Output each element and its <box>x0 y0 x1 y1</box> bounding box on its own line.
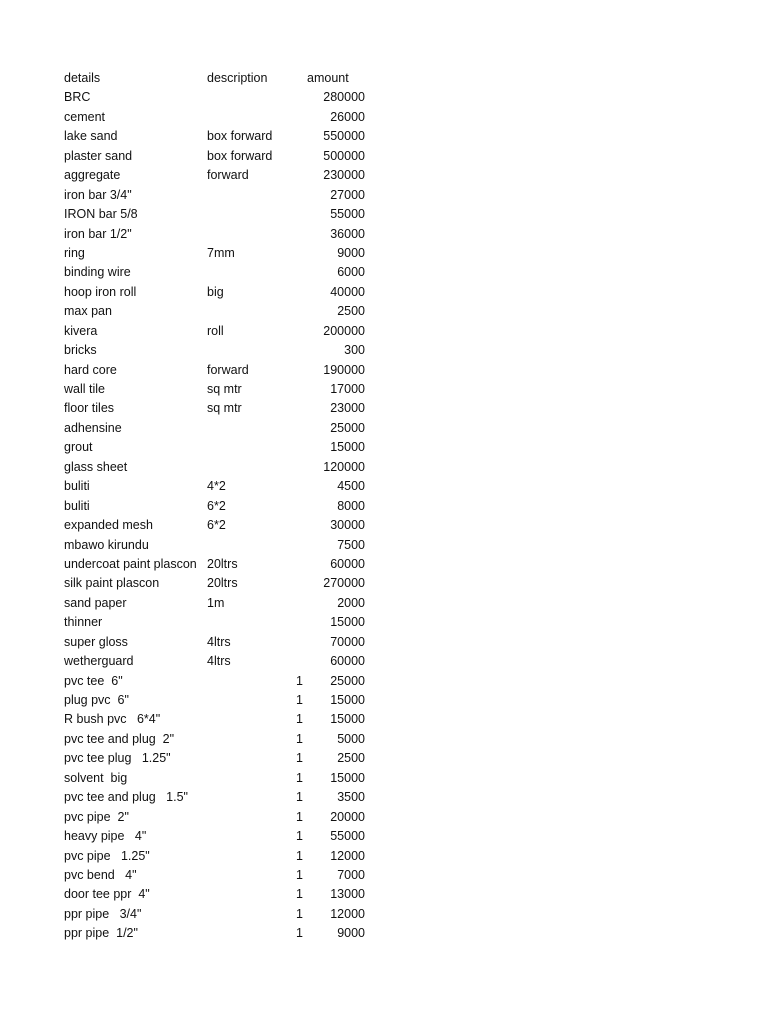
cell-amount: 12000 <box>330 906 365 921</box>
cell-quantity: 1 <box>296 926 303 941</box>
cell-amount: 4500 <box>337 479 365 494</box>
table-row <box>64 380 365 399</box>
cell-description: 6*2 <box>207 498 226 513</box>
cell-amount: 15000 <box>330 693 365 707</box>
cell-quantity: 1 <box>296 790 303 805</box>
table-row <box>64 730 365 749</box>
cell-details: cement <box>64 109 105 124</box>
table-row <box>64 885 365 904</box>
cell-details: pvc tee 6" <box>64 673 123 688</box>
cell-description: box forward <box>207 129 273 144</box>
cell-amount: 15000 <box>330 615 365 630</box>
cell-amount: 60000 <box>330 556 365 571</box>
table-row <box>64 419 365 438</box>
cell-amount: 270000 <box>323 576 365 591</box>
cell-amount: 230000 <box>323 168 365 183</box>
table-row <box>64 458 365 477</box>
cell-details: pvc bend 4" <box>64 867 137 882</box>
table-row <box>64 769 365 788</box>
cell-description: 6*2 <box>207 518 226 533</box>
cell-details: mbawo kirundu <box>64 537 149 552</box>
cell-description: 7mm <box>207 245 235 260</box>
cell-amount: 300 <box>344 343 365 358</box>
table-row <box>64 594 365 613</box>
table-row <box>64 166 365 185</box>
table-row <box>64 147 365 166</box>
cell-quantity: 1 <box>296 731 303 746</box>
cell-amount: 550000 <box>323 129 365 144</box>
header-description: description <box>207 71 268 85</box>
cell-amount: 26000 <box>330 109 365 124</box>
table-row <box>64 88 365 107</box>
table-row <box>64 691 365 710</box>
cell-description: 4ltrs <box>207 654 231 669</box>
table-row <box>64 497 365 516</box>
cell-details: adhensine <box>64 420 122 435</box>
cell-details: door tee ppr 4" <box>64 887 150 902</box>
cell-details: pvc pipe 2" <box>64 809 129 824</box>
cell-details: super gloss <box>64 634 128 649</box>
cell-quantity: 1 <box>296 673 303 688</box>
cell-amount: 5000 <box>337 731 365 746</box>
cell-details: ppr pipe 3/4" <box>64 906 142 921</box>
cell-amount: 2500 <box>337 304 365 319</box>
cell-details: sand paper <box>64 595 127 610</box>
table-row <box>64 847 365 866</box>
cell-details: buliti <box>64 498 90 513</box>
table-row <box>64 749 365 768</box>
cell-details: pvc tee and plug 2" <box>64 731 175 746</box>
table-row <box>64 613 365 632</box>
cell-details: BRC <box>64 90 91 105</box>
cell-description: 4*2 <box>207 479 226 494</box>
cell-description: forward <box>207 362 249 377</box>
cell-quantity: 1 <box>296 848 303 863</box>
cell-details: floor tiles <box>64 401 115 416</box>
cell-amount: 120000 <box>323 459 365 474</box>
cell-details: plaster sand <box>64 148 133 163</box>
cell-details: binding wire <box>64 265 131 280</box>
cell-description: big <box>207 284 224 299</box>
cell-amount: 9000 <box>337 245 365 260</box>
table-row <box>64 555 365 574</box>
cell-description: sq mtr <box>207 382 242 396</box>
cell-amount: 2500 <box>337 751 365 766</box>
table-row <box>64 924 365 943</box>
cell-description: roll <box>207 323 224 338</box>
cell-details: ppr pipe 1/2" <box>64 926 138 941</box>
header-details: details <box>64 71 101 85</box>
table-row <box>64 672 365 691</box>
cell-amount: 15000 <box>330 770 365 785</box>
table-row <box>64 399 365 418</box>
table-row <box>64 516 365 535</box>
cell-amount: 13000 <box>330 887 365 902</box>
cell-amount: 60000 <box>330 654 365 669</box>
table-row <box>64 477 365 496</box>
cell-details: plug pvc 6" <box>64 693 129 707</box>
header-row <box>64 69 349 88</box>
cell-amount: 25000 <box>330 420 365 435</box>
cell-amount: 25000 <box>330 673 365 688</box>
cell-quantity: 1 <box>296 809 303 824</box>
cell-amount: 15000 <box>330 712 365 727</box>
cell-details: undercoat paint plascon <box>64 556 197 571</box>
cell-amount: 190000 <box>323 362 365 377</box>
table-row <box>64 244 365 263</box>
table-row <box>64 283 365 302</box>
table-row <box>64 438 365 457</box>
cell-details: IRON bar 5/8 <box>64 207 138 222</box>
cell-amount: 30000 <box>330 518 365 533</box>
materials-table <box>64 69 365 944</box>
cell-details: aggregate <box>64 168 121 183</box>
table-row <box>64 866 365 885</box>
cell-quantity: 1 <box>296 829 303 844</box>
cell-amount: 500000 <box>323 148 365 163</box>
cell-amount: 15000 <box>330 440 365 455</box>
cell-details: buliti <box>64 479 90 494</box>
table-row <box>64 127 365 146</box>
cell-description: box forward <box>207 148 273 163</box>
table-row <box>64 263 365 282</box>
cell-amount: 23000 <box>330 401 365 416</box>
cell-amount: 200000 <box>323 323 365 338</box>
cell-details: solvent big <box>64 770 128 785</box>
table-row <box>64 633 365 652</box>
cell-details: bricks <box>64 343 97 358</box>
cell-amount: 17000 <box>330 382 365 396</box>
cell-description: forward <box>207 168 249 183</box>
cell-quantity: 1 <box>296 770 303 785</box>
cell-amount: 6000 <box>337 265 365 280</box>
cell-amount: 2000 <box>337 595 365 610</box>
table-row <box>64 652 365 671</box>
table-row <box>64 361 365 380</box>
cell-quantity: 1 <box>296 712 303 727</box>
cell-description: 4ltrs <box>207 634 231 649</box>
cell-amount: 7500 <box>337 537 365 552</box>
cell-details: max pan <box>64 304 112 319</box>
cell-amount: 36000 <box>330 226 365 241</box>
cell-amount: 3500 <box>337 790 365 805</box>
cell-details: wetherguard <box>64 654 134 669</box>
cell-amount: 55000 <box>330 829 365 844</box>
cell-details: expanded mesh <box>64 518 153 533</box>
cell-amount: 55000 <box>330 207 365 222</box>
cell-description: 20ltrs <box>207 576 238 591</box>
table-row <box>64 808 365 827</box>
cell-quantity: 1 <box>296 693 303 707</box>
cell-details: pvc tee plug 1.25" <box>64 751 171 766</box>
table-row <box>64 225 365 244</box>
cell-details: hoop iron roll <box>64 284 137 299</box>
cell-amount: 7000 <box>337 867 365 882</box>
cell-quantity: 1 <box>296 887 303 902</box>
cell-details: iron bar 3/4" <box>64 187 132 202</box>
cell-amount: 70000 <box>330 634 365 649</box>
cell-amount: 280000 <box>323 90 365 105</box>
cell-amount: 20000 <box>330 809 365 824</box>
cell-description: sq mtr <box>207 401 242 416</box>
cell-amount: 40000 <box>330 284 365 299</box>
table-row <box>64 827 365 846</box>
cell-details: kivera <box>64 323 98 338</box>
table-row <box>64 574 365 593</box>
cell-amount: 9000 <box>337 926 365 941</box>
table-row <box>64 205 365 224</box>
table-row <box>64 108 365 127</box>
table-row <box>64 322 365 341</box>
table-row <box>64 536 365 555</box>
cell-quantity: 1 <box>296 906 303 921</box>
cell-details: silk paint plascon <box>64 576 160 591</box>
cell-details: R bush pvc 6*4" <box>64 712 161 727</box>
table-row <box>64 341 365 360</box>
cell-details: iron bar 1/2" <box>64 226 132 241</box>
cell-details: heavy pipe 4" <box>64 829 147 844</box>
cell-details: lake sand <box>64 129 118 144</box>
header-amount: amount <box>307 71 349 85</box>
cell-description: 20ltrs <box>207 556 238 571</box>
cell-details: hard core <box>64 362 117 377</box>
table-row <box>64 302 365 321</box>
cell-amount: 27000 <box>330 187 365 202</box>
cell-details: wall tile <box>64 382 105 396</box>
table-row <box>64 186 365 205</box>
table-row <box>64 710 365 729</box>
cell-details: glass sheet <box>64 459 128 474</box>
cell-description: 1m <box>207 595 225 610</box>
table-row <box>64 788 365 807</box>
cell-details: pvc tee and plug 1.5" <box>64 790 188 805</box>
cell-details: ring <box>64 245 85 260</box>
cell-amount: 8000 <box>337 498 365 513</box>
table-row <box>64 905 365 924</box>
cell-details: pvc pipe 1.25" <box>64 848 150 863</box>
cell-details: thinner <box>64 615 103 630</box>
cell-amount: 12000 <box>330 848 365 863</box>
cell-details: grout <box>64 440 93 455</box>
cell-quantity: 1 <box>296 867 303 882</box>
cell-quantity: 1 <box>296 751 303 766</box>
